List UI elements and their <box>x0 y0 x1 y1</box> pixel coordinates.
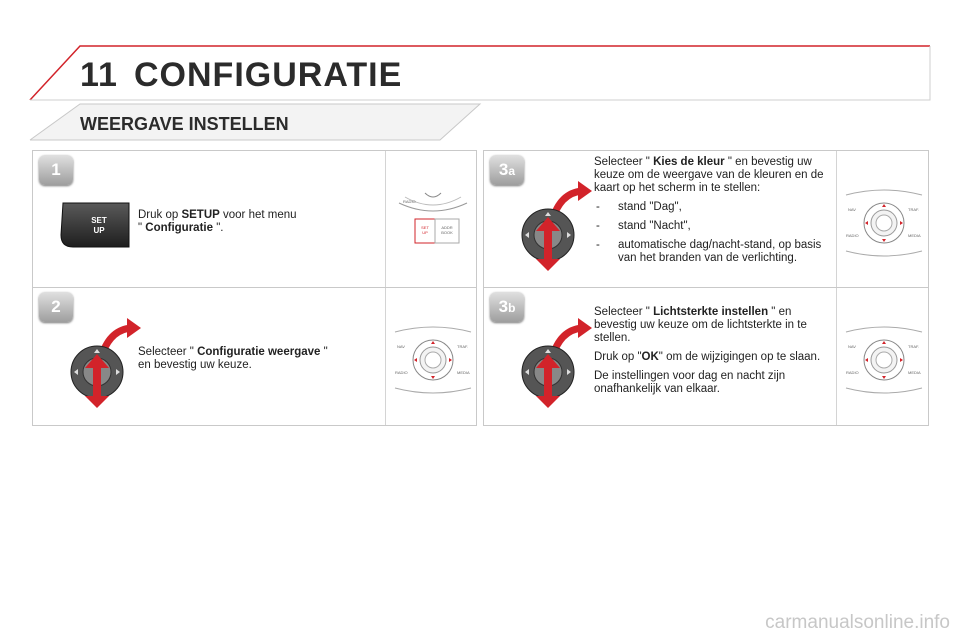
step-3a-options-list <box>594 201 824 265</box>
panel-setup-label-1: SET <box>421 225 429 230</box>
watermark: carmanualsonline.info <box>765 612 950 633</box>
list-item: - stand "Dag", <box>594 201 824 214</box>
list-item: - stand "Nacht", <box>594 220 824 233</box>
console-nav-label: NAV <box>848 207 856 212</box>
rotary-knob-icon <box>63 316 143 408</box>
console-media-label: MEDIA <box>908 370 921 375</box>
step-3b-text: Selecteer " Lichtsterkte instellen " en bevestig uw keuze om de lichtsterkte in te stellen. Druk op "OK" om de wijzigingen op te slaan. De instellingen voor dag en nacht zijn onafhankelijk van elkaar. <box>594 306 821 395</box>
setup-key-icon <box>57 201 133 251</box>
console-traf-label: TRAF. <box>908 207 920 212</box>
control-panel-icon <box>395 189 471 249</box>
section-title: WEERGAVE INSTELLEN <box>80 114 289 134</box>
console-dial-icon <box>844 324 924 396</box>
console-nav-label: NAV <box>397 344 405 349</box>
panel-addr-label-2: BOOK <box>441 230 453 235</box>
step-3b-badge: 3b <box>490 292 524 322</box>
panel-addr-label-1: ADDR <box>441 225 453 230</box>
step-1-panel <box>32 150 477 288</box>
list-item: - automatische dag/nacht-stand, op basis van het branden van de verlichting. <box>594 239 824 265</box>
console-dial-icon <box>393 324 473 396</box>
panel-setup-label-2: UP <box>422 230 428 235</box>
panel-radio-label: RADIO <box>403 199 416 204</box>
setup-key-label-2: UP <box>93 226 105 235</box>
setup-key-label-1: SET <box>91 216 107 225</box>
console-traf-label: TRAF. <box>908 344 920 349</box>
console-dial-icon <box>844 187 924 259</box>
step-2-badge: 2 <box>39 292 73 322</box>
console-traf-label: TRAF. <box>457 344 469 349</box>
step-1-text: Druk op SETUP voor het menu " Configuratie ". <box>138 209 297 234</box>
step-2-text: Selecteer " Configuratie weergave " en bevestig uw keuze. <box>138 346 328 371</box>
step-3a-badge: 3a <box>490 155 524 185</box>
rotary-knob-icon <box>514 179 594 271</box>
step-2-panel <box>32 287 477 426</box>
console-nav-label: NAV <box>848 344 856 349</box>
chapter-number: 11 <box>80 56 118 94</box>
chapter-title: CONFIGURATIE <box>134 56 403 94</box>
console-media-label: MEDIA <box>457 370 470 375</box>
console-media-label: MEDIA <box>908 233 921 238</box>
step-3a-panel <box>483 150 929 288</box>
rotary-knob-icon <box>514 316 594 408</box>
console-radio-label: RADIO <box>846 370 859 375</box>
console-radio-label: RADIO <box>846 233 859 238</box>
step-3a-text: Selecteer " Kies de kleur " en bevestig uw keuze om de weergave van de kleuren en de kaart op het scherm in te stellen: - stand "Dag", - stand "Nacht", - automatische dag/nacht-stand, op basis van het branden van de verlichting. <box>594 156 824 271</box>
console-radio-label: RADIO <box>395 370 408 375</box>
step-3b-panel <box>483 287 929 426</box>
step-1-badge: 1 <box>39 155 73 185</box>
